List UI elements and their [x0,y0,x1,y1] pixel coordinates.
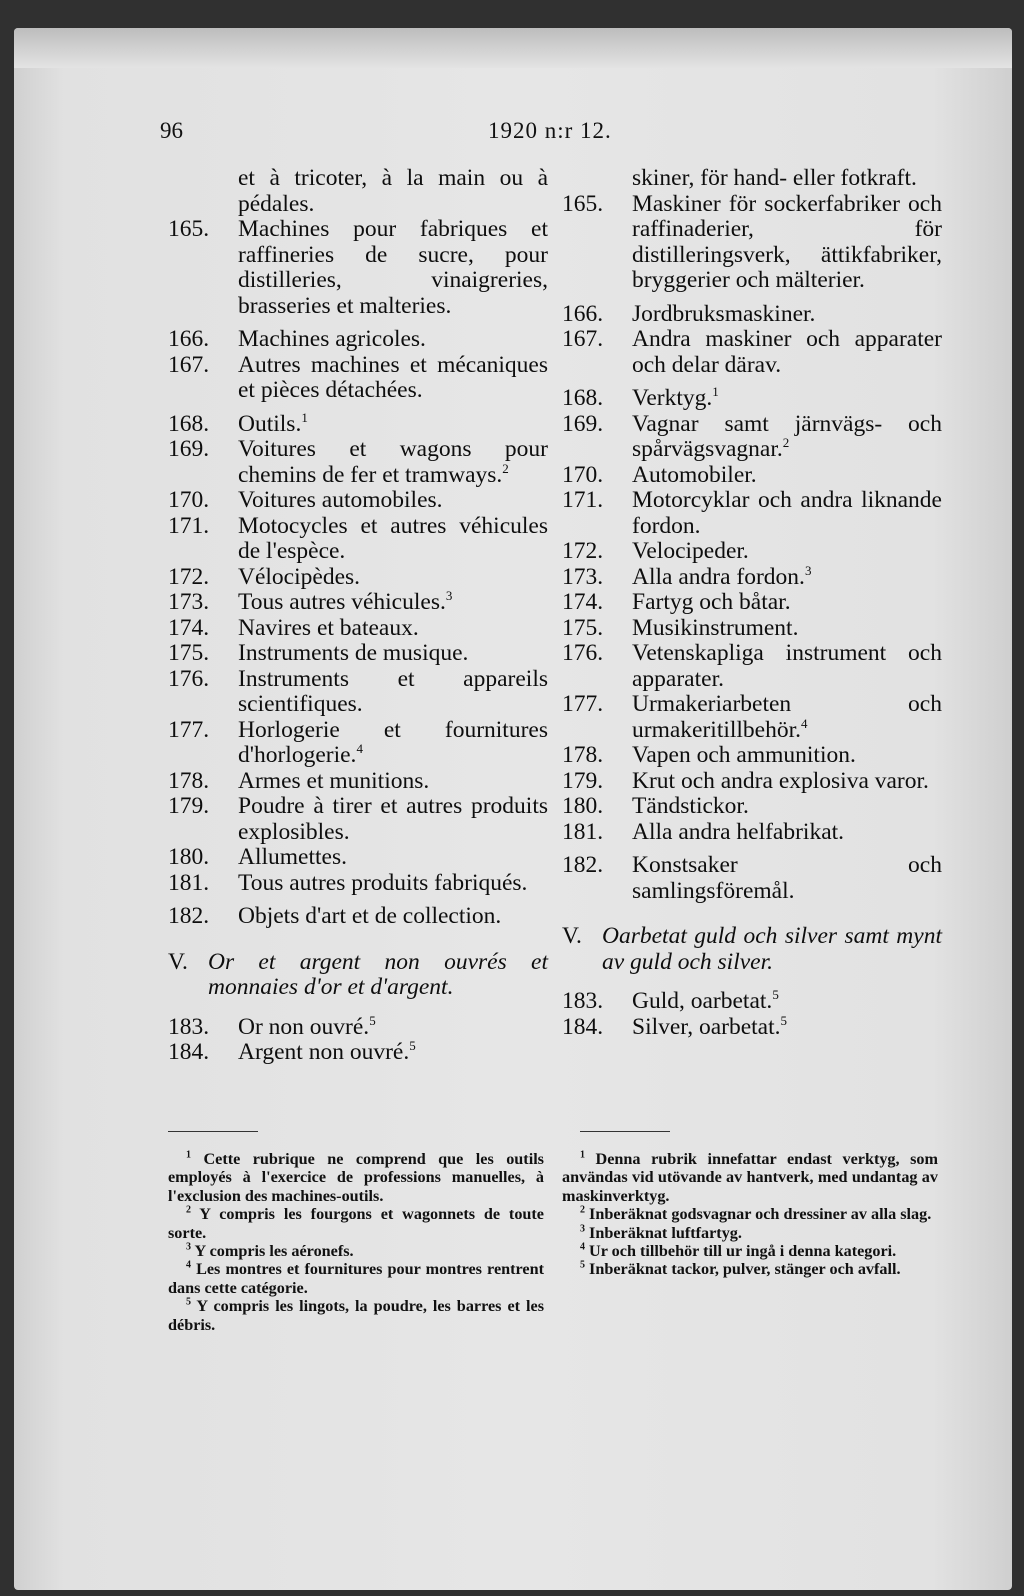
list-item [562,386,942,412]
footnote-marker: 3 [445,588,453,604]
footnote: $^2$ Inberäknat godsvagnar och dressiner av alla slag. [580,1204,932,1224]
entry-number: 175. [168,640,210,666]
footnote-marker: 1 [301,409,308,425]
entry-number: 184. [168,1039,210,1065]
entry-text: Poudre à tirer et autres produits explosibles. [238,793,548,845]
entry-text: Or non ouvré.$^5$ [238,1012,376,1040]
footnote-marker: 4 [801,715,808,731]
footnote-number: 3 [580,1223,585,1235]
list-item [562,488,942,539]
list-item [168,409,548,438]
list-item [562,794,942,820]
list-item [562,463,942,489]
entry-number: 182. [562,852,604,878]
entry-text: Andra maskiner och apparater och delar därav. [632,326,942,378]
list-item [562,616,942,642]
entry-text: Armes et munitions. [238,767,430,794]
entry-number: 165. [562,190,604,217]
entry-number: 177. [168,716,210,743]
entry-text: Outils.$^1$ [238,409,308,437]
entry-number: 174. [562,589,604,615]
swedish-entry-list-2 [562,989,942,1040]
entry-text: Vélocipèdes. [238,563,361,590]
list-item [562,1012,942,1041]
entry-text: Motocycles et autres véhicules de l'espèce. [238,512,548,564]
footnote-number: 4 [186,1260,191,1272]
entry-number: 173. [168,589,210,615]
footnote-number: 1 [186,1149,191,1161]
page-number: 96 [160,118,183,143]
list-item [562,192,942,294]
entry-text: Vagnar samt järnvägs- och spårvägsvagnar.$^2$ [632,410,942,462]
entry-text: Tous autres véhicules.$^3$ [238,588,453,615]
entry-text: Voitures automobiles. [238,487,443,513]
entry-text: Objets d'art et de collection. [238,903,502,929]
footnote: $^1$ Cette rubrique ne comprend que les outils employés à l'exercice de professions manuelles, à l'exclusion des machines-outils. [168,1149,544,1205]
footnote: $^3$ Inberäknat luftfartyg. [580,1223,742,1242]
footnote-marker: 5 [780,1012,787,1028]
footnote-number: 4 [580,1241,585,1253]
list-item [168,718,548,769]
list-item [168,667,548,718]
entry-text: Konstsaker och samlingsföremål. [632,852,942,904]
list-item [562,743,942,769]
document-reference: 1920 n:r 12. [488,118,612,143]
entry-text: Silver, oarbetat.$^5$ [632,1012,787,1040]
french-entry-list [168,217,548,930]
list-item [562,302,942,328]
entry-number: 183. [168,1013,210,1040]
list-item [168,904,548,930]
entry-number: 178. [168,767,210,794]
list-item [562,989,942,1015]
entry-number: 180. [562,793,604,819]
list-item [562,820,942,846]
entry-number: 170. [562,461,604,488]
entry-number: 183. [562,988,604,1014]
footnote: $^1$ Denna rubrik innefattar endast verktyg, som användas vid utövande av hantverk, med undantag av maskinverktyg. [562,1149,938,1205]
entry-number: 169. [562,410,604,437]
entry-text: Maskiner för sockerfabriker och raffinaderier, för distilleringsverk, ättikfabriker, bryggerier och mälterier. [632,190,942,293]
entry-text: Machines agricoles. [238,326,426,352]
list-item [168,488,548,514]
swedish-column [562,166,942,1040]
entry-number: 176. [168,665,210,692]
list-item [168,437,548,488]
entry-number: 184. [562,1013,604,1040]
entry-text: Autres machines et mécaniques et pièces détachées. [238,351,548,403]
footnote: $^3$ Y compris les aéronefs. [186,1241,354,1261]
footnote: $^2$ Y compris les fourgons et wagonnets de toute sorte. [168,1204,544,1242]
list-item [168,327,548,353]
entry-number: 166. [168,326,210,352]
footnote-marker: 2 [502,460,509,476]
entry-text: Jordbruksmaskiner. [632,300,816,327]
entry-number: 165. [168,216,210,242]
entry-number: 179. [562,767,604,794]
list-item [168,616,548,642]
entry-number: 169. [168,436,210,462]
entry-number: 181. [562,818,604,845]
entry-text: Voitures et wagons pour chemins de fer et tramways.$^2$ [238,436,548,488]
list-item [168,1040,548,1066]
list-item [562,327,942,378]
entry-text: Machines pour fabriques et raffineries de sucre, pour distilleries, vinaigreries, brasseries et malteries. [238,216,548,319]
entry-text: Allumettes. [238,844,347,870]
entry-text: Horlogerie et fournitures d'horlogerie.$^4$ [238,716,548,768]
swedish-footnotes [562,1150,938,1279]
footnote-number: 2 [186,1204,191,1216]
footnote-marker: 2 [782,435,790,451]
french-column [168,166,548,1066]
entry-text: Fartyg och båtar. [632,589,791,615]
entry-number: 172. [562,538,604,564]
footnote-number: 5 [580,1260,585,1272]
list-item [562,539,942,565]
list-item [168,794,548,845]
list-item [168,1012,548,1041]
entry-text: Urmakeriarbeten och urmakeritillbehör.$^4$ [632,691,942,743]
list-item [562,853,942,904]
list-item [562,641,942,692]
entry-text: Navires et bateaux. [238,614,419,641]
list-item [168,514,548,565]
entry-text: Tous autres produits fabriqués. [238,869,528,896]
list-item [562,769,942,795]
entry-text: Instruments de musique. [238,640,469,666]
list-item [168,641,548,667]
entry-text: Alla andra helfabrikat. [632,818,845,845]
entry-number: 181. [168,869,210,896]
footnote-marker: 1 [712,384,719,400]
entry-number: 177. [562,691,604,717]
section-heading [168,950,548,1001]
french-footnotes [168,1150,544,1334]
page-top-shadow [14,28,1012,68]
footnote-marker: 5 [772,987,779,1003]
french-entry-list-2 [168,1012,548,1066]
entry-number: 168. [562,385,604,411]
entry-number: 167. [562,326,604,352]
footnote-rule [168,1131,258,1132]
footnote-marker: 3 [804,562,812,578]
footnote-number: 5 [186,1296,191,1308]
swedish-entry-list [562,192,942,905]
list-item [168,845,548,871]
list-item [562,590,942,616]
entry-text: Automobiler. [632,461,757,488]
entry-number: 172. [168,563,210,590]
entry-text: Musikinstrument. [632,614,799,641]
entry-number: 179. [168,793,210,819]
entry-text: Velocipeder. [632,538,749,564]
entry-number: 180. [168,844,210,870]
list-item [168,353,548,404]
entry-text: Guld, oarbetat.$^5$ [632,987,779,1014]
section-number: V. [562,923,582,949]
entry-number: 174. [168,614,210,641]
entry-number: 171. [562,487,604,513]
footnote-rule [580,1131,670,1132]
footnote-number: 1 [580,1149,585,1161]
entry-text: Motorcyklar och andra liknande fordon. [632,487,942,539]
entry-text: Argent non ouvré.$^5$ [238,1038,416,1065]
list-item [562,562,942,591]
section-number: V. [168,948,188,975]
footnote: $^4$ Les montres et fournitures pour montres rentrent dans cette catégorie. [168,1260,544,1297]
list-item [168,590,548,616]
entry-text: Verktyg.$^1$ [632,384,719,411]
list-item [562,412,942,463]
entry-number: 175. [562,614,604,641]
entry-number: 173. [562,563,604,590]
entry-text: Instruments et appareils scientifiques. [238,665,548,717]
list-item [168,871,548,897]
entry-number: 166. [562,300,604,327]
footnote: $^5$ Y compris les lingots, la poudre, les barres et les débris. [168,1296,544,1334]
footnote-marker: 5 [409,1038,416,1054]
list-item [168,769,548,795]
section-title: Or et argent non ouvrés et monnaies d'or et d'argent. [208,948,548,1000]
entry-number: 182. [168,903,210,929]
list-item [168,217,548,319]
footnote: $^5$ Inberäknat tackor, pulver, stänger och avfall. [580,1260,901,1279]
footnote-marker: 5 [369,1012,376,1028]
list-item [168,565,548,591]
entry-number: 171. [168,512,210,539]
entry-number: 178. [562,742,604,768]
entry-number: 170. [168,487,210,513]
entry-text: Krut och andra explosiva varor. [632,767,929,794]
footnote-number: 2 [580,1204,585,1216]
footnote-number: 3 [186,1241,191,1253]
list-item [562,692,942,743]
continuation-text: et à tricoter, à la main ou à pédales. [238,165,548,217]
entry-text: Tändstickor. [632,793,749,819]
continuation-text: skiner, för hand- eller fotkraft. [632,165,917,191]
entry-number: 167. [168,351,210,378]
section-heading [562,924,942,975]
footnote: $^4$ Ur och tillbehör till ur ingå i denna kategori. [580,1241,897,1261]
entry-number: 176. [562,640,604,666]
footnote-marker: 4 [356,741,363,757]
entry-text: Vetenskapliga instrument och apparater. [632,640,942,692]
entry-text: Alla andra fordon.$^3$ [632,562,812,590]
entry-number: 168. [168,410,210,437]
section-title: Oarbetat guld och silver samt mynt av guld och silver. [602,923,942,975]
entry-text: Vapen och ammunition. [632,742,856,768]
